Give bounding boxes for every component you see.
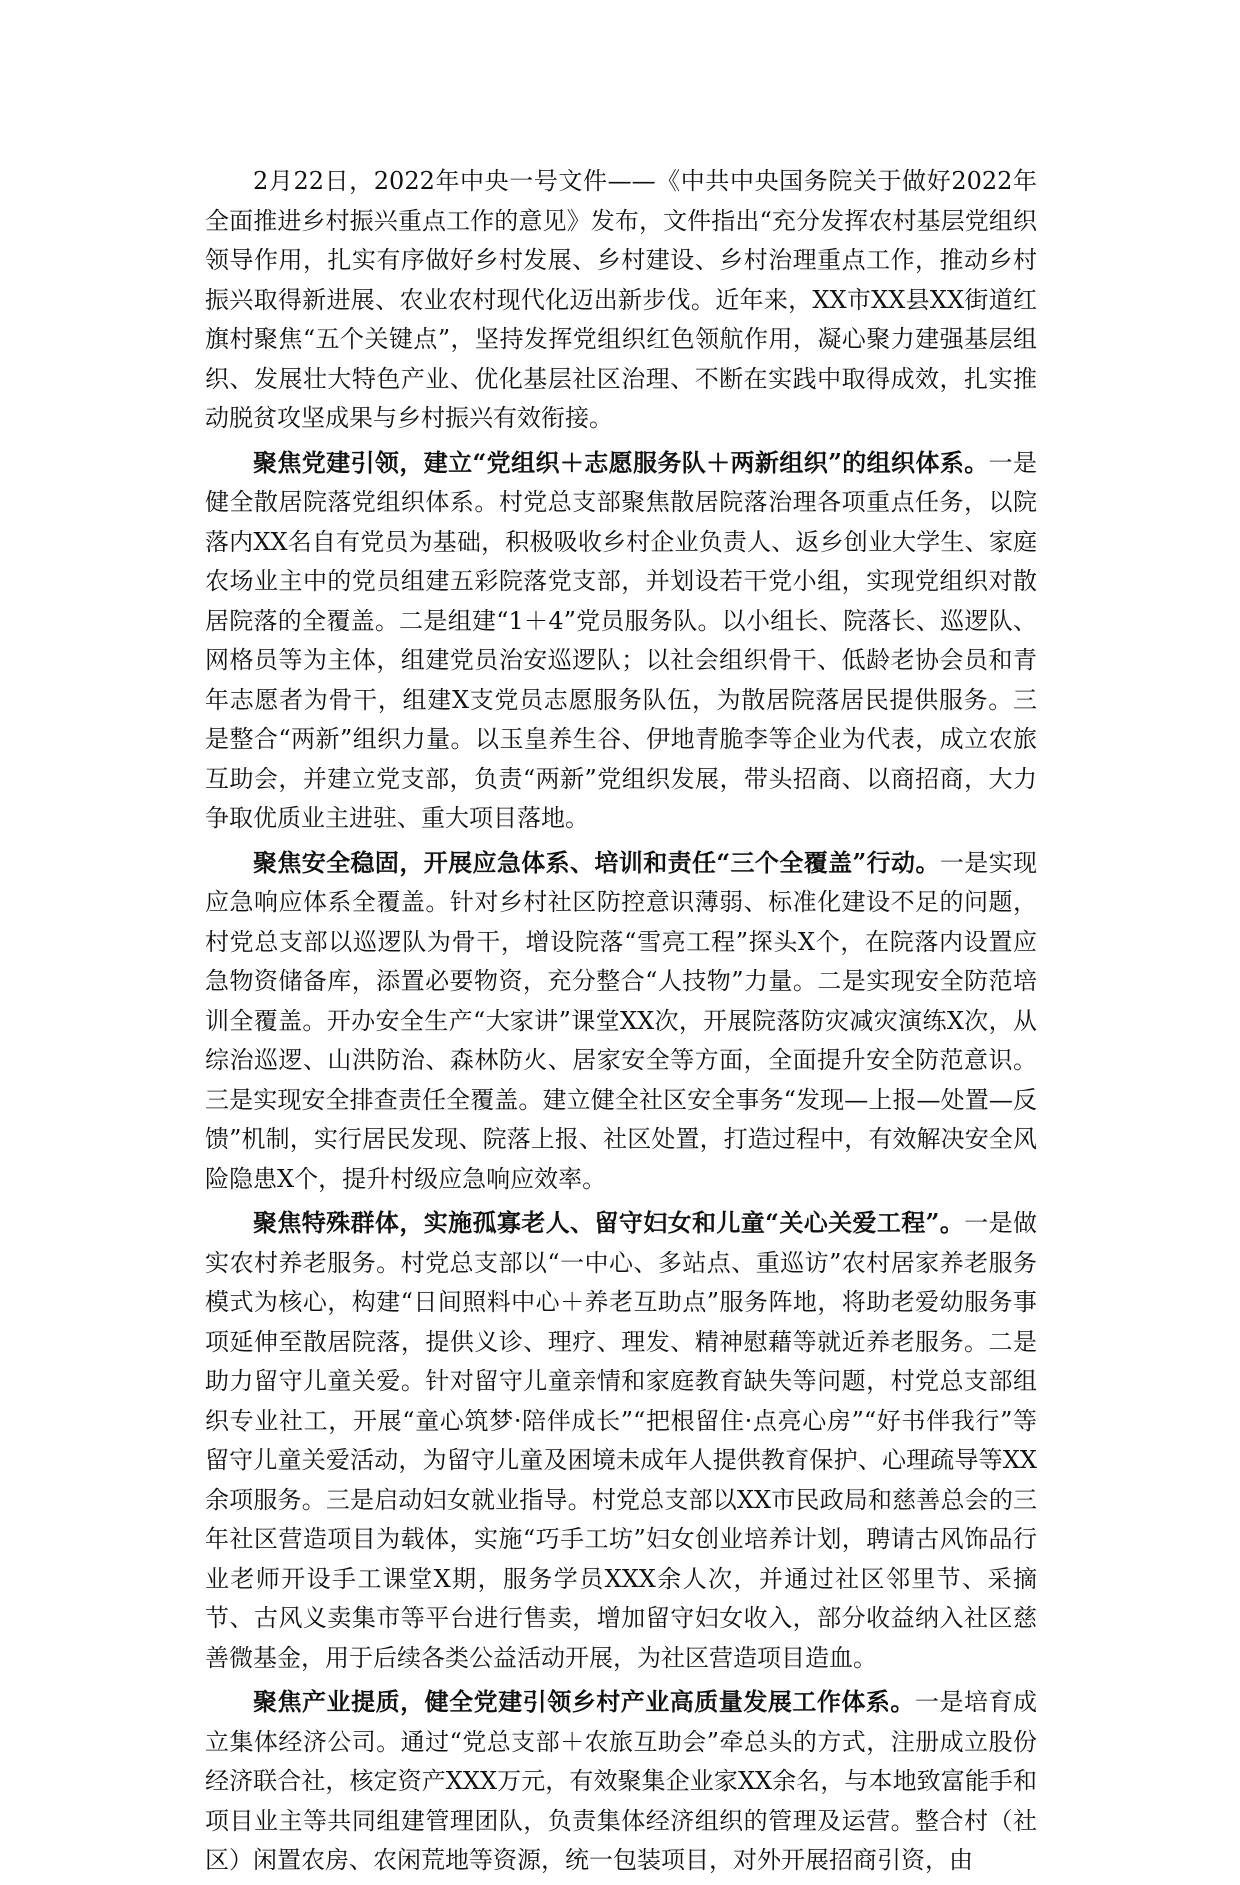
document-body: [205, 162, 1037, 1885]
paragraph-body: 一是健全散居院落党组织体系。村党总支部聚焦散居院落治理各项重点任务，以院落内XX名自有党员为基础，积极吸收乡村企业负责人、返乡创业大学生、家庭农场业主中的党员组建五彩院落党支部，并划设若干党小组，实现党组织对散居院落的全覆盖。二是组建“1＋4”党员服务队。以小组长、院落长、巡逻队、网格员等为主体，组建党员治安巡逻队；以社会组织骨干、低龄老协会员和青年志愿者为骨干，组建X支党员志愿服务队伍，为散居院落居民提供服务。三是整合“两新”组织力量。以玉皇养生谷、伊地青脆李等企业为代表，成立农旅互助会，并建立党支部，负责“两新”党组织发展，带头招商、以商招商，大力争取优质业主进驻、重大项目落地。: [205, 448, 1038, 832]
paragraph-party-building: [205, 443, 1037, 839]
paragraph-heading: 聚焦特殊群体，实施孤寡老人、留守妇女和儿童“关心关爱工程”。: [253, 1208, 965, 1237]
paragraph-heading: 聚焦产业提质，健全党建引领乡村产业高质量发展工作体系。: [253, 1687, 915, 1716]
paragraph-industry: [205, 1682, 1037, 1881]
paragraph-safety: [205, 843, 1037, 1200]
paragraph-special-groups: [205, 1203, 1037, 1678]
paragraph-body: 2月22日，2022年中央一号文件——《中共中央国务院关于做好2022年全面推进乡村振兴重点工作的意见》发布，文件指出“充分发挥农村基层党组织领导作用，扎实有序做好乡村发展、乡村建设、乡村治理重点工作，推动乡村振兴取得新进展、农业农村现代化迈出新步伐。近年来，XX市XX县XX街道红旗村聚焦“五个关键点”，坚持发挥党组织红色领航作用，凝心聚力建强基层组织、发展壮大特色产业、优化基层社区治理、不断在实践中取得成效，扎实推动脱贫攻坚成果与乡村振兴有效衔接。: [205, 167, 1037, 432]
paragraph-body: 一是做实农村养老服务。村党总支部以“一中心、多站点、重巡访”农村居家养老服务模式为核心，构建“日间照料中心＋养老互助点”服务阵地，将助老爱幼服务事项延伸至散居院落，提供义诊、理疗、理发、精神慰藉等就近养老服务。二是助力留守儿童关爱。针对留守儿童亲情和家庭教育缺失等问题，村党总支部组织专业社工，开展“童心筑梦·陪伴成长”“把根留住·点亮心房”“好书伴我行”等留守儿童关爱活动，为留守儿童及困境未成年人提供教育保护、心理疏导等XX余项服务。三是启动妇女就业指导。村党总支部以XX市民政局和慈善总会的三年社区营造项目为载体，实施“巧手工坊”妇女创业培养计划，聘请古风饰品行业老师开设手工课堂X期，服务学员XXX余人次，并通过社区邻里节、采摘节、古风义卖集市等平台进行售卖，增加留守妇女收入，部分收益纳入社区慈善微基金，用于后续各类公益活动开展，为社区营造项目造血。: [205, 1209, 1038, 1672]
paragraph-intro: [205, 162, 1037, 439]
paragraph-body: 一是培育成立集体经济公司。通过“党总支部＋农旅互助会”牵总头的方式，注册成立股份经济联合社，核定资产XXX万元，有效聚集企业家XX余名，与本地致富能手和项目业主等共同组建管理团队，负责集体经济组织的管理及运营。整合村（社区）闲置农房、农闲荒地等资源，统一包装项目，对外开展招商引资，由: [205, 1688, 1038, 1874]
paragraph-body: 一是实现应急响应体系全覆盖。针对乡村社区防控意识薄弱、标准化建设不足的问题，村党总支部以巡逻队为骨干，增设院落“雪亮工程”探头X个，在院落内设置应急物资储备库，添置必要物资，充分整合“人技物”力量。二是实现安全防范培训全覆盖。开办安全生产“大家讲”课堂XX次，开展院落防灾减灾演练X次，从综治巡逻、山洪防治、森林防火、居家安全等方面，全面提升安全防范意识。三是实现安全排查责任全覆盖。建立健全社区安全事务“发现—上报—处置—反馈”机制，实行居民发现、院落上报、社区处置，打造过程中，有效解决安全风险隐患X个，提升村级应急响应效率。: [205, 848, 1038, 1193]
paragraph-heading: 聚焦安全稳固，开展应急体系、培训和责任“三个全覆盖”行动。: [253, 847, 940, 877]
paragraph-heading: 聚焦党建引领，建立“党组织＋志愿服务队＋两新组织”的组织体系。: [253, 447, 989, 477]
